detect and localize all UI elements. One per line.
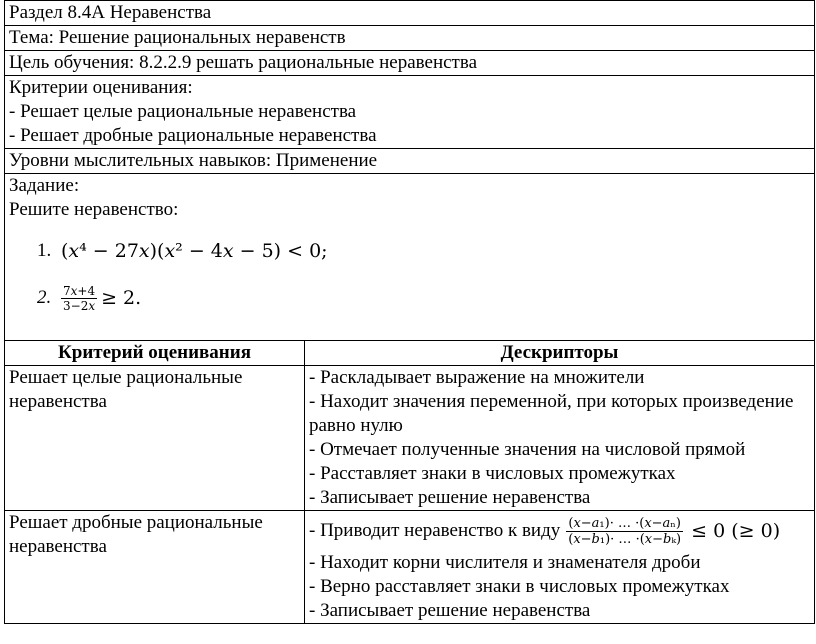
task-title: Задание:: [9, 175, 80, 196]
task-expression-2-rest: ≥ 2.: [101, 287, 142, 309]
criteria-item-2: - Решает дробные рациональные неравенства: [9, 125, 377, 146]
descriptor-1-1: - Раскладывает выражение на множители: [309, 367, 645, 388]
general-form-denominator: (𝑥−𝑏₁)· … ·(𝑥−𝑏ₖ): [568, 531, 682, 547]
descriptor-2-3: - Верно расставляет знаки в числовых промежутках: [309, 576, 730, 597]
descriptor-2-1: [309, 511, 810, 551]
task-list: [9, 234, 810, 320]
levels-text: Уровни мыслительных навыков: Применение: [5, 149, 815, 174]
topic-text: Тема: Решение рациональных неравенств: [5, 26, 815, 51]
descriptor-1-4: - Расставляет знаки в числовых промежутках: [309, 463, 676, 484]
descriptors-1: [305, 366, 815, 511]
task-item-2: [9, 276, 810, 320]
criteria-row: [5, 76, 815, 149]
general-form-rest: ≤ 0 (≥ 0): [691, 520, 781, 542]
criterion-row-1: [5, 366, 815, 511]
criteria-item-1: - Решает целые рациональные неравенства: [9, 101, 357, 122]
document: [4, 0, 814, 624]
descriptor-2-2: - Находит корни числителя и знаменателя дроби: [309, 552, 701, 573]
table-header-row: [5, 341, 815, 366]
task-card-table: [4, 0, 815, 624]
column-header-criterion: Критерий оценивания: [5, 341, 305, 366]
column-header-descriptors: Дескрипторы: [305, 341, 815, 366]
topic-row: [5, 26, 815, 51]
task-item-1: [9, 234, 810, 268]
descriptor-1-5: - Записывает решение неравенства: [309, 487, 591, 508]
fraction-denominator: 3−2𝑥: [63, 298, 96, 313]
criteria-title: Критерии оценивания:: [9, 77, 193, 98]
goal-text: Цель обучения: 8.2.2.9 решать рациональные неравенства: [5, 51, 815, 76]
goal-row: [5, 51, 815, 76]
section-title: Раздел 8.4А Неравенства: [5, 1, 815, 26]
criterion-1: Решает целые рациональные неравенства: [5, 366, 305, 511]
task-expression-1: (𝑥⁴ − 27𝑥)(𝑥² − 4𝑥 − 5) < 0;: [61, 240, 328, 262]
descriptor-2-4: - Записывает решение неравенства: [309, 600, 591, 621]
section-row: [5, 1, 815, 26]
task-fraction-2: [61, 284, 97, 313]
fraction-numerator: 7𝑥+4: [63, 283, 96, 298]
descriptor-1-3: - Отмечает полученные значения на числовой прямой: [309, 439, 746, 460]
task-cell: [5, 174, 815, 341]
descriptors-2: [305, 511, 815, 624]
criterion-2: Решает дробные рациональные неравенства: [5, 511, 305, 624]
descriptor-2-1-prefix: - Приводит неравенство к виду: [309, 520, 561, 541]
levels-row: [5, 149, 815, 174]
criteria-cell: [5, 76, 815, 149]
general-form-fraction: [566, 516, 683, 547]
task-intro: Решите неравенство:: [9, 199, 179, 220]
general-form-numerator: (𝑥−𝑎₁)· … ·(𝑥−𝑎ₙ): [568, 515, 681, 531]
task-number-2: 2.: [37, 287, 52, 308]
task-number-1: 1.: [37, 240, 52, 261]
criterion-row-2: [5, 511, 815, 624]
descriptor-1-2: - Находит значения переменной, при которых произведение равно нулю: [309, 391, 794, 436]
task-row: [5, 174, 815, 341]
